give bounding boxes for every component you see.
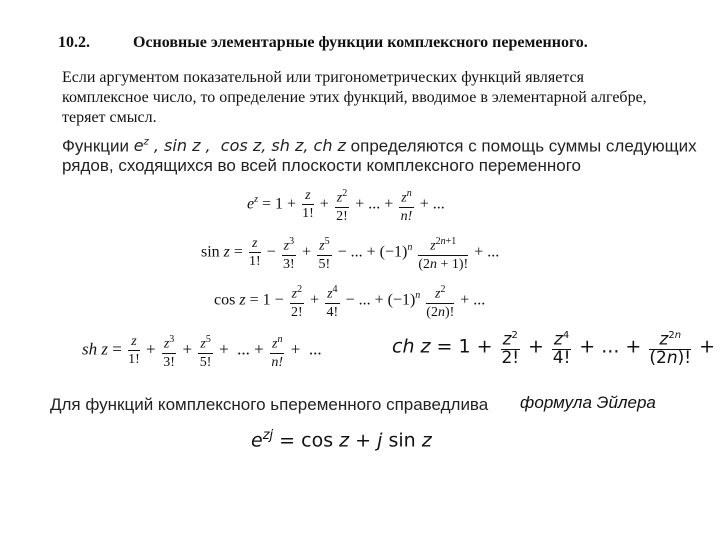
formula-exp: $e^z = 1$ + $\frac{z}{1!}$ + $\frac{z^2}{2!}$ + ... + $\frac{z^n}{n!}$ + ... [247,185,445,225]
heading-number: 10.2. [58,34,90,51]
euler-intro-text: Для функций комплексного ьпеременного справедлива [50,395,489,414]
formula-sin: sin z = $\frac{z}{1!}$ − $\frac{z^3}{3!}$ + $\frac{z^5}{5!}$ − ... + $(-1)^n$ $\frac{z^{2n+1}}{(2n + 1)!}$ + ... [201,233,499,273]
intro-paragraph: Если аргументом показательной или тригонометрических функций является комплексное число, то определение этих функций, вводимое в элементарной алгебре, теряет смысл. [62,69,647,126]
formula-cos: cos z = 1 − $\frac{z^2}{2!}$ + $\frac{z^4}{4!}$ − ... + $(-1)^n$ $\frac{z^2}{(2n)!}$ + ... [214,281,485,321]
euler-formula-name: формула Эйлера [520,393,656,412]
lead-funcs: $e^z$ , sin z , cos z, sh z, ch z [133,136,346,156]
lead-text [62,133,697,176]
lead-line2: рядов, сходящихся во всей плоскости комплексного переменного [62,156,581,176]
lead-tail: определяются с помощь суммы следующих [345,136,697,156]
euler-formula: $e^{zj} = \cos z + j$ sin z [251,428,432,452]
heading-title: Основные элементарные функции комплексного переменного. [133,34,588,51]
formula-sh: sh z = $\frac{z}{1!}$ + $\frac{z^3}{3!}$ + $\frac{z^5}{5!}$ + ... + $\frac{z^n}{n!}$ + ... [82,331,322,371]
formula-ch: ch z = 1 + $\frac{z^2}{2!}$ + $\frac{z^4}{4!}$ + ... + $\frac{z^{2n}}{(2n)!}$ + [392,327,715,367]
lead-prefix: Функции [62,136,134,156]
